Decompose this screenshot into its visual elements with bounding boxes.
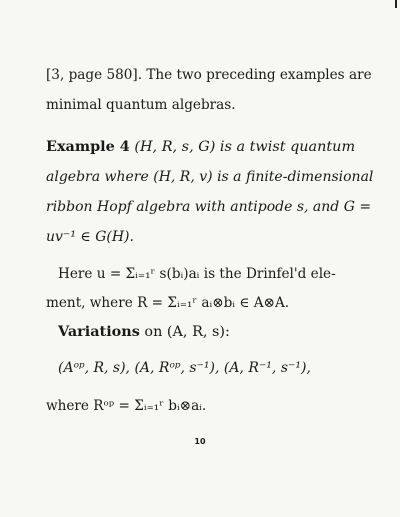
example-label: Example 4 [46,138,130,155]
page-number: 10 [194,437,206,446]
example-line4: uv⁻¹ ∈ G(H). [46,229,134,245]
variations-where: where Rᵒᵖ = Σᵢ₌₁ʳ bᵢ⊗aᵢ. [46,398,207,414]
example-line1-rest: (H, R, s, G) is a twist quantum [134,139,356,155]
variations-rest: on (A, R, s): [144,324,230,340]
variations-line [58,323,230,341]
paragraph1-line2: minimal quantum algebras. [46,97,236,113]
variations-label: Variations [58,323,140,340]
edge-mark [395,0,397,8]
example-line3: ribbon Hopf algebra with antipode s, and G = [46,199,372,215]
drinfeld-line2: ment, where R = Σᵢ₌₁ʳ aᵢ⊗bᵢ ∈ A⊗A. [46,295,290,311]
example-line1 [46,138,355,156]
drinfeld-line1: Here u = Σᵢ₌₁ʳ s(bᵢ)aᵢ is the Drinfel'd ele- [58,266,336,282]
paragraph1-line1: [3, page 580]. The two preceding examples are [46,67,372,83]
variations-formula: (Aᵒᵖ, R, s), (A, Rᵒᵖ, s⁻¹), (A, R⁻¹, s⁻¹), [58,360,311,376]
example-line2: algebra where (H, R, v) is a finite-dimensional [46,169,374,185]
